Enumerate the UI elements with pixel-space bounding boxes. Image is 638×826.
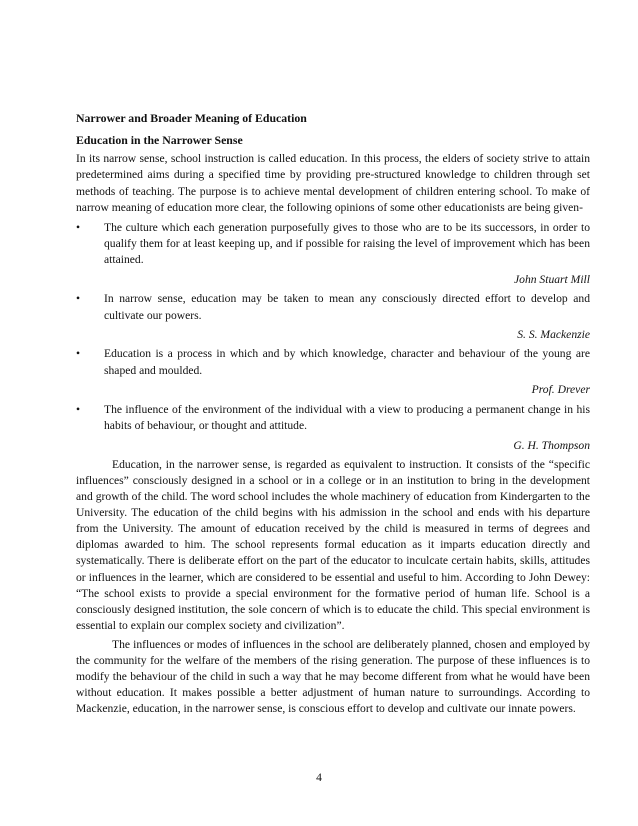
bullet-icon: •	[76, 347, 81, 361]
quote-text: In narrow sense, education may be taken to mean any consciously directed effort to develop and cultivate our powers.	[104, 292, 590, 322]
quote-list	[76, 220, 590, 454]
quote-item	[76, 402, 590, 454]
bullet-icon: •	[76, 402, 81, 416]
body-paragraph: The influences or modes of influences in the school are deliberately planned, chosen and employed by the community for the welfare of the members of the rising generation. The purpose of these influences is to modify the behaviour of the child in such a way that he may become different from what he would have been without education. It makes possible a better adjustment of human nature to surroundings. According to Mackenzie, education, in the narrower sense, is conscious effort to develop and cultivate our innate powers.	[76, 637, 590, 716]
quote-author: S. S. Mackenzie	[517, 328, 590, 342]
quote-text: The influence of the environment of the individual with a view to producing a permanent change in his habits of behaviour, or thought and attitude.	[104, 402, 590, 433]
quote-item	[76, 346, 590, 398]
quote-text: Education is a process in which and by which knowledge, character and behaviour of the young are shaped and moulded.	[104, 347, 590, 377]
section-subheading: Education in the Narrower Sense	[76, 133, 243, 147]
quote-text: The culture which each generation purposefully gives to those who are to be its successors, in order to qualify them for at least keeping up, and if possible for raising the level of improvement which has been attained.	[104, 220, 590, 267]
bullet-icon: •	[76, 292, 81, 306]
quote-author: Prof. Drever	[531, 383, 590, 397]
quote-author: John Stuart Mill	[514, 272, 590, 286]
section-heading: Narrower and Broader Meaning of Education	[76, 111, 307, 125]
quote-author: G. H. Thompson	[513, 438, 590, 452]
quote-item	[76, 291, 590, 343]
intro-paragraph: In its narrow sense, school instruction is called education. In this process, the elders of society strive to attain predetermined aims during a specified time by providing pre-structured knowledge to children through set methods of teaching. The purpose is to achieve mental development of children entering school. To make of narrow meaning of education more clear, the following opinions of some other educationists are being given-	[76, 152, 590, 215]
quote-item	[76, 220, 590, 289]
body-paragraph: Education, in the narrower sense, is regarded as equivalent to instruction. It consists of the “specific influences” consciously designed in a school or in a college or in an institution to bring in the development and growth of the child. The word school includes the whole machinery of education from Kindergarten to the University. The education of the child begins with his admission in the school and ends with his departure from the University. The amount of education received by the child is measured in terms of degrees and diplomas awarded to him. The school represents formal education as it imparts education directly and systematically. There is deliberate effort on the part of the educator to inculcate certain habits, skills, attitudes or influences in the learner, which are considered to be essential and useful to him. According to John Dewey: “The school exists to provide a special environment for the formative period of human life. School is a consciously designed institution, the sole concern of which is to educate the child. This special environment is essential to explain our complex society and civilization”.	[76, 457, 590, 632]
page-content	[76, 110, 590, 717]
bullet-icon: •	[76, 220, 81, 234]
page-number: 4	[316, 771, 322, 784]
